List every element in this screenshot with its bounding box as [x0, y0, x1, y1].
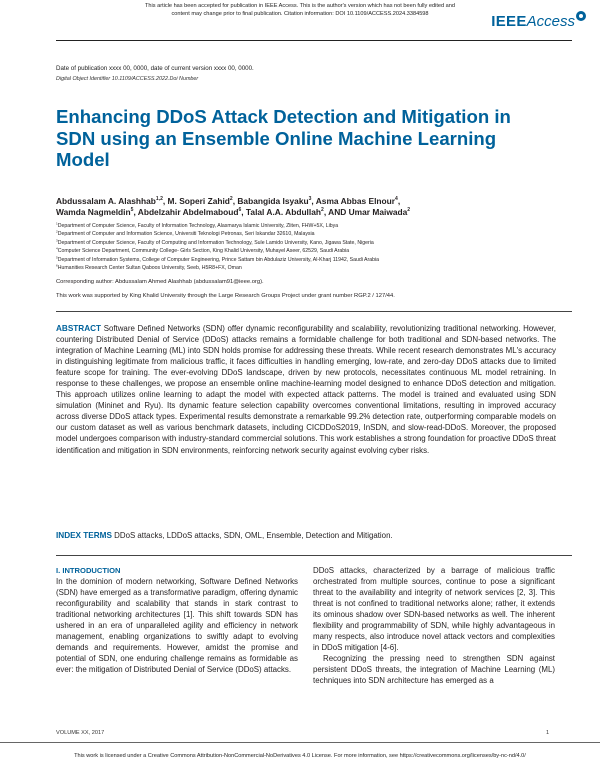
section-heading-introduction: I. INTRODUCTION	[56, 566, 121, 575]
index-terms-label: INDEX TERMS	[56, 531, 112, 540]
intro-paragraph-1: In the dominion of modern networking, Software Defined Networks (SDN) have emerged as a transformative paradigm, offering dynamic reconfigurability and scalability that stands in stark contrast to traditional networking architectures [1]. This shift towards SDN has ushered in an era of unparalleled agility and efficiency in network management, enabling organizations to swiftly adapt to evolving demands and requirements. However, amidst the promise and potential of SDN, one enduring challenge remains as formidable as ever: the mitigation of Distributed Denial of Service (DDoS) attacks.	[56, 576, 298, 674]
doi-line: Digital Object Identifier 10.1109/ACCESS.2022.Doi Number	[56, 76, 199, 82]
author-line-1: Abdussalam A. Alashhab$^{1,2}$, M. Soperi Zahid$^2$, Babangida Isyaku$^3$, Asma Abbas Elnour$^4$,	[56, 196, 401, 206]
affiliation-item: $^6$Humanities Research Center Sultan Qaboos University, Seeb, H5R8+FX, Oman	[56, 263, 242, 272]
author-line-2: Wamda Nagmeldin$^5$, Abdelzahir Abdelmaboud$^6$, Talal A.A. Abdullah$^2$, AND Umar Maiwada$^2$	[56, 207, 411, 217]
affiliation-item: $^1$Department of Computer Science, Faculty of Information Technology, Alasmarya Islamic University, Zliten, FHW+5X, Libya	[56, 221, 339, 229]
abstract-label: ABSTRACT	[56, 324, 102, 333]
logo-mark-icon	[576, 11, 586, 21]
affiliation-item: $^2$Department of Computer and Information Science, Universiti Teknologi Petronas, Seri Iskandar 32610, Malaysia	[56, 229, 315, 238]
intro-paragraph-3: Recognizing the pressing need to strengthen SDN against persistent DDoS threats, the integration of Machine Learning (ML) techniques into SDN architecture has emerged as a	[313, 653, 555, 685]
author-list	[56, 196, 556, 218]
funding-note: This work was supported by King Khalid University through the Large Research Groups Project under grant number RGP.2 / 127/44.	[56, 293, 395, 299]
body-column-left	[56, 566, 298, 676]
publication-note-line1: This article has been accepted for publication in IEEE Access. This is the author's version which has not been fully edited and	[144, 3, 456, 9]
index-terms-text: DDoS attacks, LDDoS attacks, SDN, OML, Ensemble, Detection and Mitigation.	[114, 531, 393, 540]
affiliation-item: $^3$Department of Computer Science, Faculty of Computing and Information Technology, Sule Lamido University, Kano, Jigawa State, Nigeria	[56, 238, 374, 246]
abstract-divider-bottom	[56, 555, 572, 556]
affiliation-item: $^4$Computer Science Department, Community College- Girls Section, King Khalid University, Muhayel Aseer, 62529, Saudi Arabia	[56, 246, 350, 255]
paper-title: Enhancing DDoS Attack Detection and Mitigation in SDN using an Ensemble Online Machine Learning Model	[56, 106, 511, 170]
intro-paragraph-2: DDoS attacks, characterized by a barrage of malicious traffic orchestrated from multiple sources, continue to pose a significant threat to the availability and integrity of network services [2, 3]. This threat is not confined to traditional networks alone; rather, it extends its ominous shadow over SDN-based networks as well. The inherent flexibility and programmability of SDN, while highly advantageous in many respects, also introduce novel attack vectors and complexities in DDoS mitigation [4-6].	[313, 566, 555, 652]
ieee-access-logo	[491, 13, 586, 31]
page-number: 1	[546, 730, 550, 736]
body-column-right	[313, 566, 555, 686]
abstract-text: Software Defined Networks (SDN) offer dynamic reconfigurability and scalability, revolutionizing traditional networking. However, countering Distributed Denial of Service (DDoS) attacks remains a formidable challenge for both traditional and SDN-based networks. The integration of Machine Learning (ML) into SDN holds promise for addressing these threats. While recent research demonstrates ML's accuracy in distinguishing legitimate from malicious traffic, it faces difficulties in handling emerging, low-rate, and zero-day DDoS attacks due to limited feature scope for training. The ever-evolving DDoS landscape, driven by new protocols, necessitates continuous ML model retraining. In response to these challenges, we propose an ensemble online machine-learning model designed to enhance DDoS detection and mitigation. This approach utilizes online learning to adapt the model with expected attack patterns. The model is trained and evaluated using SDN simulation (Mininet and Ryu). Its dynamic feature selection capability overcomes conventional limitations, resulting in improved accuracy across diverse DDoS attack types. Experimental results demonstrate a remarkable 99.2% detection rate, outperforming comparable models on our custom dataset as well as various benchmark datasets, including CICDDoS2019, InSDN, and slow-read-DDoS. Moreover, the proposed model undergoes comparison with industry-standard commercial solutions. This work establishes a strong foundation for proactive DDoS threat identification and mitigation in SDN environments, reinforcing network security against evolving cyber risks.	[56, 324, 556, 455]
affiliation-item: $^5$Department of Information Systems, College of Computer Engineering, Prince Sattam bin Abdulaziz University, Al-Kharj 11942, Saudi Arabia	[56, 254, 380, 263]
volume-label: VOLUME XX, 2017	[56, 730, 105, 736]
logo-ieee-text: IEEE	[491, 13, 527, 30]
logo-access-text: Access	[526, 13, 575, 30]
affiliations	[56, 222, 556, 272]
corresponding-author: Corresponding author: Abdussalam Ahmed Alashhab (abdussalam91@ieee.org).	[56, 279, 264, 285]
abstract-divider-top	[56, 311, 572, 312]
abstract	[56, 323, 556, 456]
publication-note-line2: content may change prior to final publication. Citation information: DOI 10.1109/ACCESS.2024.3384598	[171, 11, 429, 18]
publication-dates: Date of publication xxxx 00, 0000, date of current version xxxx 00, 0000.	[56, 65, 254, 72]
license-note: This work is licensed under a Creative Commons Attribution-NonCommercial-NoDerivatives 4.0 License. For more information, see https://creativecommons.org/licenses/by-nc-nd/4.0/	[74, 753, 526, 759]
index-terms	[56, 530, 556, 541]
header-divider	[56, 40, 572, 41]
footer-divider	[0, 742, 600, 743]
